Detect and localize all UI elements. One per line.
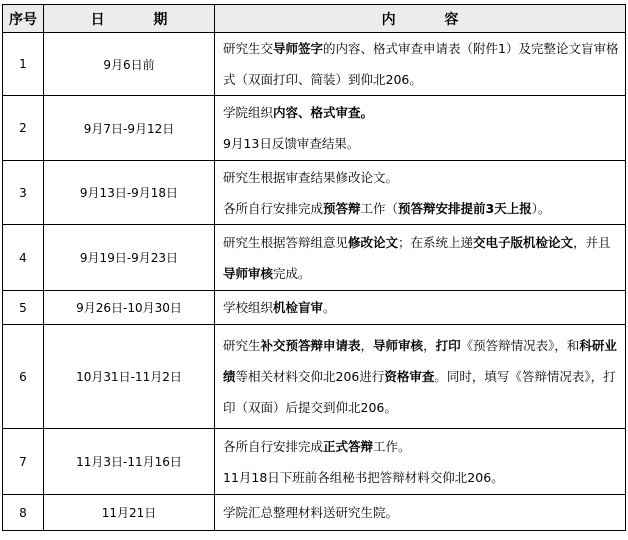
table-row xyxy=(3,96,626,161)
row-seq: 4 xyxy=(3,225,44,291)
content-text: ；在系统上递 xyxy=(398,234,474,250)
content-text: 9月13日反馈审查结果。 xyxy=(223,136,360,151)
row-content xyxy=(215,225,626,291)
emphasis-text: 导师审核 xyxy=(373,338,424,353)
header-row xyxy=(3,5,626,33)
emphasis-text: 资格审查 xyxy=(384,369,435,384)
row-content xyxy=(215,325,626,429)
emphasis-text: 补交预答辩申请表 xyxy=(260,338,361,353)
row-content xyxy=(215,495,626,531)
content-text: ）。 xyxy=(531,200,551,216)
emphasis-text: 预答辩 xyxy=(323,200,361,216)
row-seq: 8 xyxy=(3,495,44,531)
table-row xyxy=(3,429,626,495)
header-seq: 序号 xyxy=(3,5,44,33)
header-content: 内 容 xyxy=(215,5,626,33)
emphasis-text: 导师签字 xyxy=(273,41,324,56)
emphasis-text: 科研业绩 xyxy=(223,338,617,384)
content-text: 工作。 xyxy=(373,438,411,454)
content-text: 各所自行安排完成 xyxy=(223,200,324,216)
content-text: 完成。 xyxy=(273,265,311,281)
table-row xyxy=(3,225,626,291)
emphasis-text: 内容、格式审查。 xyxy=(273,105,374,120)
content-text: 研究生根据答辩组意见 xyxy=(223,234,349,250)
row-seq: 2 xyxy=(3,96,44,161)
row-content xyxy=(215,429,626,495)
table-row xyxy=(3,291,626,325)
content-text: 研究生根据审查结果修改论文。 xyxy=(223,169,399,185)
emphasis-text: 正式答辩 xyxy=(323,438,374,454)
emphasis-text: 导师审核 xyxy=(223,265,274,281)
content-text: 研究生 xyxy=(223,338,261,353)
row-seq: 3 xyxy=(3,161,44,225)
row-date: 11月21日 xyxy=(44,495,215,531)
content-text: ， xyxy=(423,338,436,353)
row-date: 9月13日-9月18日 xyxy=(44,161,215,225)
row-seq: 6 xyxy=(3,325,44,429)
row-date: 9月19日-9月23日 xyxy=(44,225,215,291)
row-date: 10月31日-11月2日 xyxy=(44,325,215,429)
content-text: 研究生交 xyxy=(223,41,274,56)
row-content xyxy=(215,291,626,325)
table-row xyxy=(3,161,626,225)
emphasis-text: 预答辩安排提前3天上报 xyxy=(398,200,532,216)
row-content xyxy=(215,161,626,225)
table-row xyxy=(3,495,626,531)
row-date: 9月7日-9月12日 xyxy=(44,96,215,161)
emphasis-text: 交电子版机检论文 xyxy=(473,234,574,250)
row-date: 9月6日前 xyxy=(44,33,215,96)
row-seq: 7 xyxy=(3,429,44,495)
content-text: 等相关材料交仰北206进行 xyxy=(235,369,385,384)
content-text: 。同时，填写《答辩情况表》，打印（双面）后提交到仰北206。 xyxy=(223,369,616,415)
header-date: 日 期 xyxy=(44,5,215,33)
content-text: 的内容、格式审查申请表（附件1）及完整论文盲审格式（双面打印、简装）到仰北206。 xyxy=(223,41,619,87)
content-text: 学院汇总整理材料送研究生院。 xyxy=(223,505,399,520)
content-text: 各所自行安排完成 xyxy=(223,438,324,454)
content-text: 。 xyxy=(323,300,336,315)
table-row xyxy=(3,325,626,429)
row-seq: 5 xyxy=(3,291,44,325)
row-content xyxy=(215,96,626,161)
emphasis-text: 修改论文 xyxy=(348,234,399,250)
content-text: 工作（ xyxy=(360,200,399,216)
content-text: ， xyxy=(360,338,374,353)
content-text: 学校组织 xyxy=(223,300,274,315)
emphasis-text: 机检盲审 xyxy=(273,300,324,315)
row-content xyxy=(215,33,626,96)
row-date: 9月26日-10月30日 xyxy=(44,291,215,325)
row-seq: 1 xyxy=(3,33,44,96)
content-text: 学院组织 xyxy=(223,105,274,120)
row-date: 11月3日-11月16日 xyxy=(44,429,215,495)
schedule-table xyxy=(2,4,626,531)
emphasis-text: 打印 xyxy=(435,338,461,353)
table-row xyxy=(3,33,626,96)
content-text: ，并且 xyxy=(573,234,611,250)
content-text: 《预答辩情况表》，和 xyxy=(460,338,580,353)
content-text: 11月18日下班前各组秘书把答辩材料交仰北206。 xyxy=(223,469,504,485)
